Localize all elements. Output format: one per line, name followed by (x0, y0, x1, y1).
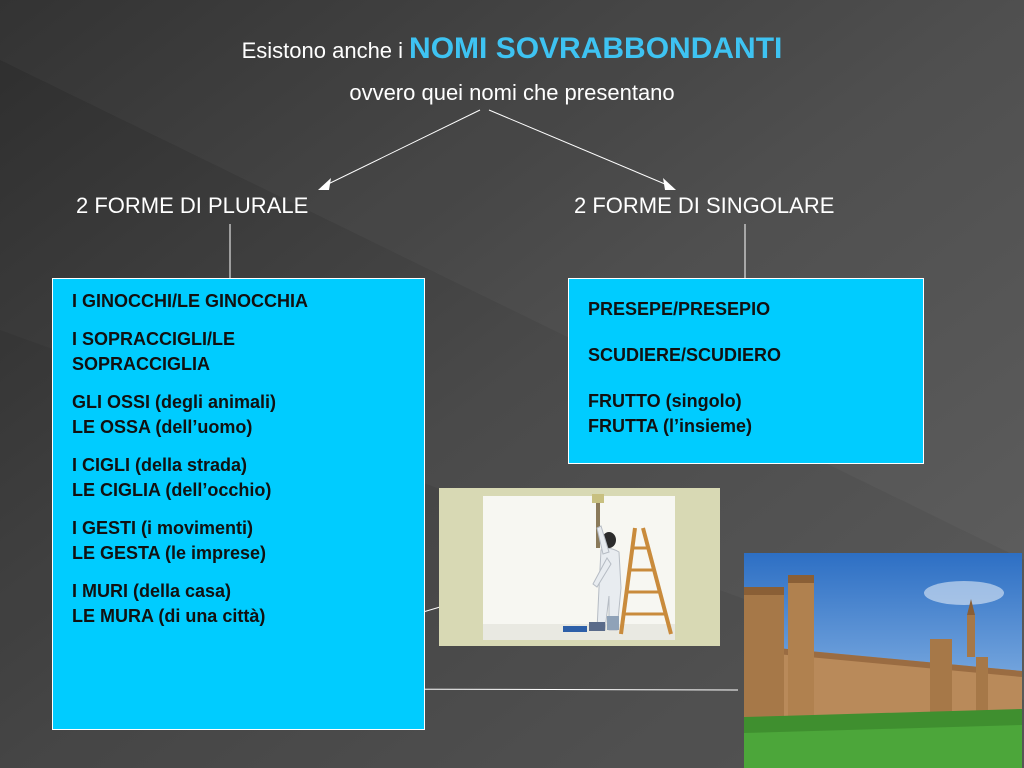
list-item (72, 289, 424, 314)
singular-examples-box (568, 278, 924, 464)
list-item (72, 579, 424, 629)
list-item (588, 389, 923, 439)
entry-line: LE OSSA (dell’uomo) (72, 417, 253, 437)
plural-examples-box (52, 278, 425, 730)
list-item (588, 343, 923, 368)
entry-line: I SOPRACCIGLI/LE (72, 329, 236, 349)
painter-photo (439, 488, 720, 646)
slide-subtitle: ovvero quei nomi che presentano (349, 80, 675, 105)
list-item (72, 390, 424, 440)
plural-heading: 2 FORME DI PLURALE (76, 193, 309, 218)
town-walls-photo (744, 553, 1022, 768)
entry-line: SCUDIERE/SCUDIERO (588, 345, 782, 365)
walls-illustration (744, 553, 1022, 768)
slide-title (0, 32, 1024, 66)
entry-line: LE CIGLIA (dell’occhio) (72, 480, 272, 500)
entry-line: I CIGLI (della strada) (72, 455, 248, 475)
entry-line: GLI OSSI (degli animali) (72, 392, 277, 412)
list-item (588, 297, 923, 322)
list-item (72, 327, 424, 377)
entry-line: FRUTTA (l’insieme) (588, 416, 753, 436)
entry-line: PRESEPE/PRESEPIO (588, 299, 771, 319)
entry-line: I MURI (della casa) (72, 581, 232, 601)
painter-illustration (439, 488, 720, 646)
entry-line: FRUTTO (singolo) (588, 391, 742, 411)
entry-line: SOPRACCIGLIA (72, 354, 211, 374)
entry-line: I GESTI (i movimenti) (72, 518, 254, 538)
list-item (72, 453, 424, 503)
title-highlight: NOMI SOVRABBONDANTI (409, 32, 783, 65)
title-prefix: Esistono anche i (241, 38, 404, 63)
entry-line: LE MURA (di una città) (72, 606, 266, 626)
entry-line: I GINOCCHI/LE GINOCCHIA (72, 291, 309, 311)
singular-heading: 2 FORME DI SINGOLARE (574, 193, 835, 218)
list-item (72, 516, 424, 566)
entry-line: LE GESTA (le imprese) (72, 543, 267, 563)
